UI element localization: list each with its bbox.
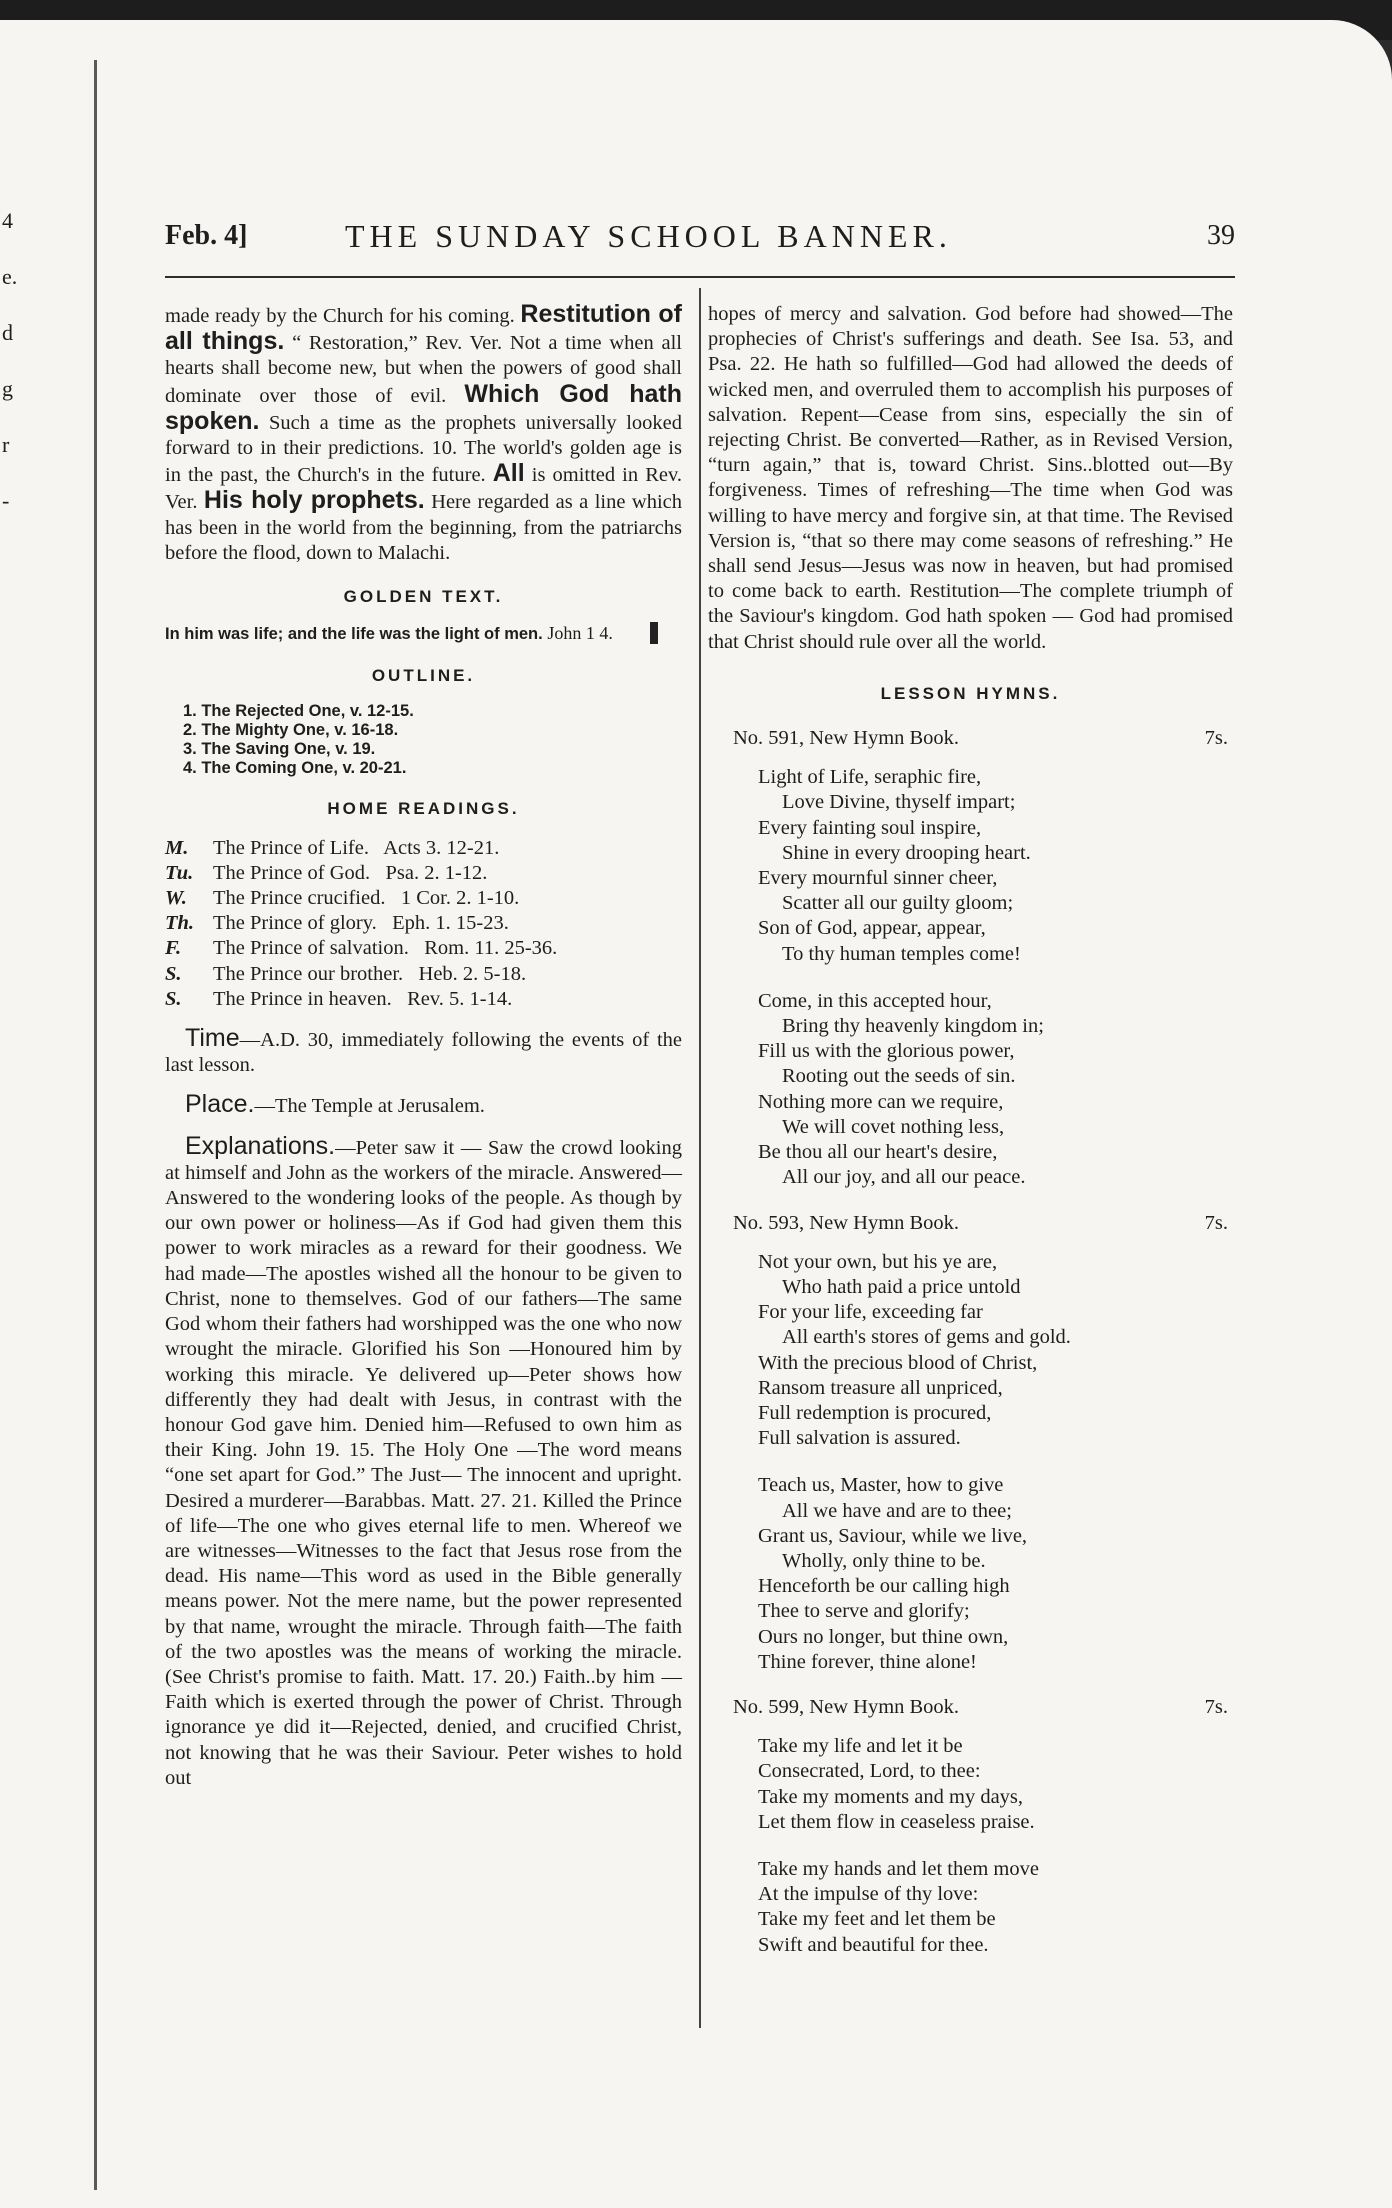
fragment: 4 bbox=[2, 208, 13, 233]
time-label: Time bbox=[185, 1024, 240, 1053]
hymn bbox=[708, 726, 1233, 1190]
list-item: S. The Prince our brother. Heb. 2. 5-18. bbox=[165, 962, 527, 985]
running-header bbox=[165, 220, 1235, 260]
facing-page-fragments bbox=[2, 210, 22, 546]
list-item: Th. The Prince of glory. Eph. 1. 15-23. bbox=[165, 912, 509, 935]
fragment: - bbox=[2, 488, 10, 513]
hymn-stanza: Take my hands and let them move At the impulse of thy love: Take my feet and let them be Swift and beautiful for thee. bbox=[758, 1857, 1039, 1956]
hymn bbox=[708, 1695, 1233, 1958]
hymn-stanza: Teach us, Master, how to give All we have and are to thee; Grant us, Saviour, while we live, Wholly, only thine to be. Henceforth be our calling high Thee to serve and glorify; Ours no longer, but thine own, Thine forever, thine alone! bbox=[758, 1474, 1028, 1673]
hymn-stanza: Take my life and let it be Consecrated, Lord, to thee: Take my moments and my days, Let them flow in ceaseless praise. bbox=[758, 1735, 1035, 1833]
home-readings-heading: HOME READINGS. bbox=[327, 799, 520, 819]
place-paragraph: Place.—The Temple at Jerusalem. bbox=[165, 1092, 682, 1119]
page-number: 39 bbox=[1207, 220, 1235, 251]
list-item: M. The Prince of Life. Acts 3. 12-21. bbox=[165, 836, 500, 859]
publication-title: THE SUNDAY SCHOOL BANNER. bbox=[345, 218, 952, 254]
column-divider bbox=[699, 288, 701, 2028]
fragment: e. bbox=[2, 264, 18, 289]
list-item: W. The Prince crucified. 1 Cor. 2. 1-10. bbox=[165, 887, 520, 910]
left-column bbox=[165, 302, 682, 1791]
hymn-stanza: Come, in this accepted hour, Bring thy heavenly kingdom in; Fill us with the glorious power, Rooting out the seeds of sin. Nothing more can we require, We will covet nothing less, Be thou all our heart's desire, All our joy, and all our peace. bbox=[758, 989, 1044, 1189]
explanations-label: Explanations. bbox=[185, 1131, 336, 1160]
list-item: S. The Prince in heaven. Rev. 5. 1-14. bbox=[165, 987, 513, 1010]
magazine-page bbox=[0, 20, 1392, 2208]
list-item: 2. The Mighty One, v. 16-18. bbox=[183, 721, 399, 740]
lesson-hymns-heading: LESSON HYMNS. bbox=[880, 683, 1061, 703]
explanations-paragraph: Explanations.—Peter saw it — Saw the crowd looking at himself and John as the workers of the miracle. Answered—Answered to the wondering looks of the people. As though by our own power or holiness—As if God had given them this power to work miracles as a reward for their goodness. We had made—The apostles wished all the honour to be given to Christ, none to themselves. God of our fathers—The same God whom their fathers had worshipped was the one who now wrought the miracle. Glorified his Son —Honoured him by working this miracle. Ye delivered up—Peter shows how differently they had dealt with Jesus, in contrast with the honour God gave him. Denied him—Refused to own him as their King. John 19. 15. The Holy One —The word means “one set apart for God.” The Just— The innocent and upright. Desired a murderer—Barabbas. Matt. 27. 21. Killed the Prince of life—The one who gives eternal life to men. Whereof we are witnesses—Witnesses to the fact that Jesus rose from the dead. His name—This word as used in the Bible generally means power. Not the mere name, but the power represented by that name, wrought the miracle. Through faith—The faith of the two apostles was the means of working the miracle. (See Christ's promise to faith. Matt. 17. 20.) Faith..by him —Faith which is exerted through the power of Christ. Through ignorance ye did it—Rejected, denied, and crucified Christ, not knowing that he was their Saviour. Peter wishes to hold out bbox=[165, 1131, 682, 1789]
commentary-continuation: hopes of mercy and salvation. God before had showed—The prophecies of Christ's sufferings and death. See Isa. 53, and Psa. 22. He hath so fulfilled—God had allowed the deeds of wicked men, and overruled them to accomplish his purposes of salvation. Repent—Cease from sins, especially the sin of rejecting Christ. Be converted—Rather, as in Revised Version, “turn again,” that is, toward Christ. Sins..blotted out—By forgiveness. Times of refreshing—The time when God was willing to have mercy and forgive sin, at that time. The Revised Version is, “that so there may come seasons of refreshing.” He shall send Jesus—Jesus was now in heaven, but had promised to come back to earth. Restitution—The complete triumph of the Saviour's kingdom. God hath spoken — God had promised that Christ should rule over all the world. bbox=[708, 303, 1233, 653]
issue-date: Feb. 4] bbox=[165, 220, 248, 251]
list-item: 1. The Rejected One, v. 12-15. bbox=[183, 702, 414, 721]
hymn-stanza: Light of Life, seraphic fire, Love Divine, thyself impart; Every fainting soul inspire, Shine in every drooping heart. Every mournful sinner cheer, Scatter all our guilty gloom; Son of God, appear, appear, To thy human temples come! bbox=[758, 766, 1031, 965]
fragment: d bbox=[2, 320, 13, 345]
golden-text: In him was life; and the life was the light of men. John 1 4. bbox=[165, 623, 613, 644]
right-column bbox=[708, 302, 1233, 1958]
page-gutter-line bbox=[94, 60, 97, 2190]
hymn-heading: No. 593, New Hymn Book. 7s. bbox=[733, 1211, 1228, 1234]
header-rule bbox=[165, 276, 1235, 278]
list-item: F. The Prince of salvation. Rom. 11. 25-36. bbox=[165, 937, 558, 960]
outline-list bbox=[165, 702, 682, 778]
list-item: 3. The Saving One, v. 19. bbox=[183, 740, 376, 759]
fragment: g bbox=[2, 376, 13, 401]
golden-text-heading: GOLDEN TEXT. bbox=[343, 587, 504, 607]
list-item: Tu. The Prince of God. Psa. 2. 1-12. bbox=[165, 861, 488, 884]
hymn-stanza: Not your own, but his ye are, Who hath paid a price untold For your life, exceeding far All earth's stores of gems and gold. With the precious blood of Christ, Ransom treasure all unpriced, Full redemption is procured, Full salvation is assured. bbox=[758, 1250, 1071, 1450]
hymn-heading: No. 591, New Hymn Book. 7s. bbox=[733, 727, 1228, 750]
hymn bbox=[708, 1211, 1233, 1675]
hymn-heading: No. 599, New Hymn Book. 7s. bbox=[733, 1695, 1228, 1718]
time-paragraph: Time—A.D. 30, immediately following the events of the last lesson. bbox=[165, 1024, 682, 1077]
outline-heading: OUTLINE. bbox=[371, 666, 476, 686]
fragment: r bbox=[2, 432, 10, 457]
commentary-paragraph: made ready by the Church for his coming. Restitution of all things. “ Restoration,” Rev. Ver. Not a time when all hearts shall become new, but when the powers of good shall dominate over those of evil. Which God hath spoken. Such a time as the prophets universally looked forward to in their predictions. 10. The world's golden age is in the past, the Church's in the future. All is omitted in Rev. Ver. His holy prophets. Here regarded as a line which has been in the world from the beginning, from the patriarchs before the flood, down to Malachi. bbox=[165, 300, 683, 564]
home-readings-list bbox=[165, 836, 682, 1012]
list-item: 4. The Coming One, v. 20-21. bbox=[183, 759, 407, 778]
place-label: Place. bbox=[185, 1090, 255, 1119]
